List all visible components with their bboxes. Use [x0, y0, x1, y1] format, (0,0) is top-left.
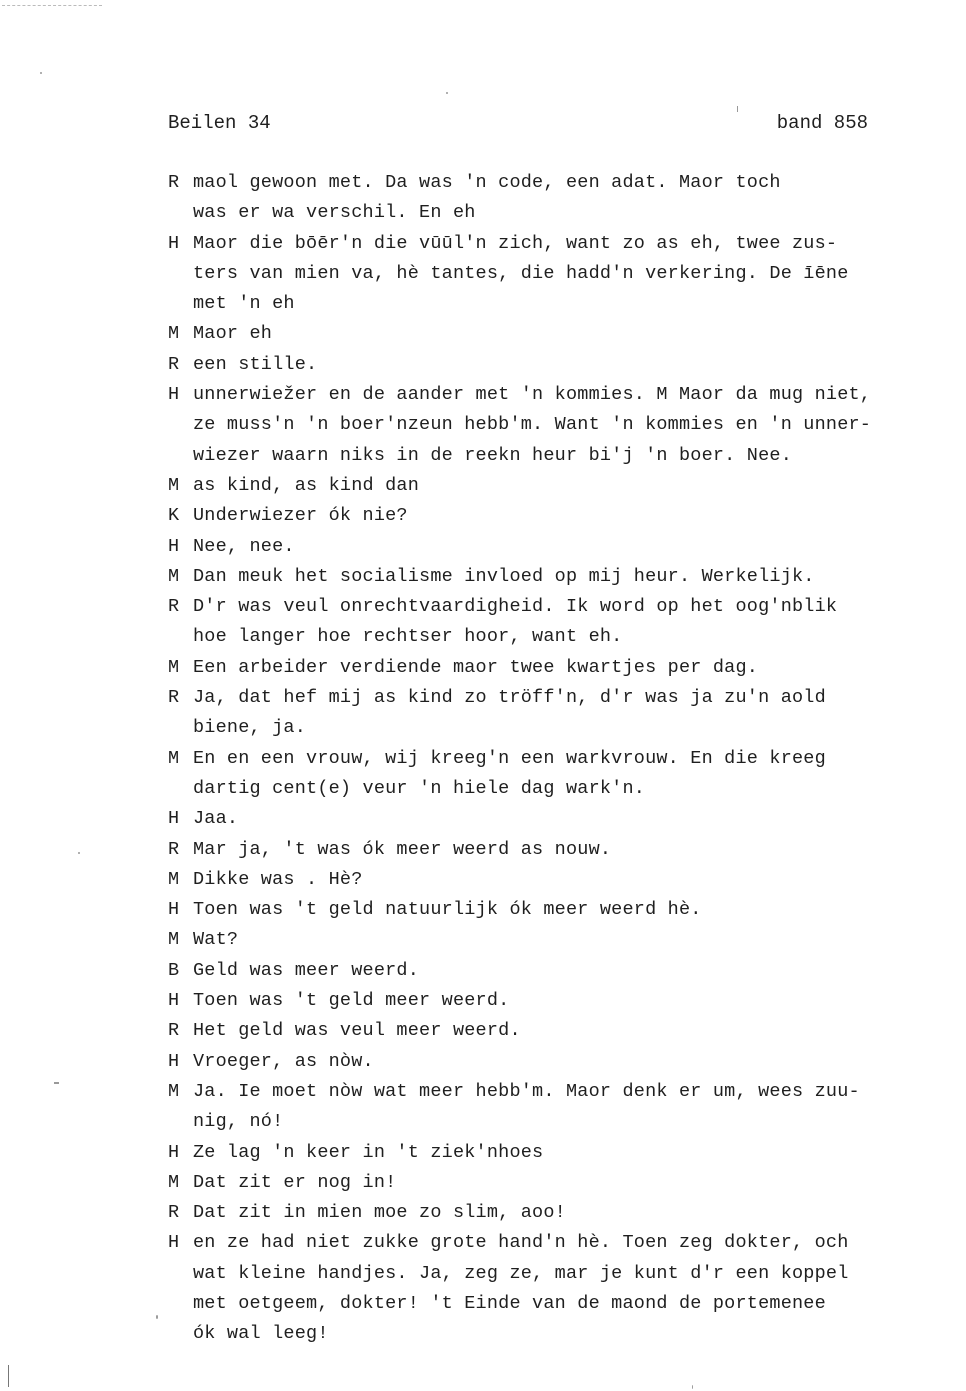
- scan-speck: [692, 1385, 693, 1389]
- header-location: Beilen 34: [168, 112, 271, 134]
- speaker-label: B: [168, 959, 180, 981]
- transcript-turn: [168, 1047, 928, 1077]
- speaker-label: H: [168, 1141, 180, 1163]
- utterance-line: unnerwiežer en de aander met 'n kommies. M Maor da mug niet,: [193, 384, 872, 406]
- utterance-line: met oetgeem, dokter! 't Einde van de maond de portemenee: [193, 1292, 826, 1314]
- speaker-label: H: [168, 1050, 180, 1072]
- utterance-line: Wat?: [193, 929, 239, 951]
- utterance: [193, 956, 928, 986]
- speaker-label: H: [168, 232, 180, 254]
- utterance: [193, 804, 928, 834]
- utterance: [193, 1047, 928, 1077]
- speaker-label: R: [168, 353, 180, 375]
- scan-speck: [78, 852, 80, 854]
- utterance-line: Underwiezer ók nie?: [193, 505, 408, 527]
- scan-speck: [446, 92, 448, 94]
- transcript-turn: [168, 1077, 928, 1138]
- scan-speck: [156, 1315, 158, 1319]
- transcript-turn: [168, 925, 928, 955]
- transcript-turn: [168, 562, 928, 592]
- utterance: [193, 532, 928, 562]
- speaker-label: H: [168, 899, 180, 921]
- transcript-turn: [168, 532, 928, 562]
- utterance-line: maol gewoon met. Da was 'n code, een adat. Maor toch: [193, 172, 781, 193]
- utterance-line: met 'n eh: [193, 293, 295, 315]
- transcript-turn: [168, 744, 928, 805]
- speaker-label: R: [168, 1202, 180, 1224]
- transcript-turn: [168, 865, 928, 895]
- utterance: [193, 1077, 928, 1138]
- speaker-label: H: [168, 1232, 180, 1254]
- utterance-line: Maor eh: [193, 323, 273, 345]
- transcript-turn: [168, 168, 928, 229]
- utterance: [193, 350, 928, 380]
- utterance-line: D'r was veul onrechtvaardigheid. Ik word op het oog'nblik: [193, 596, 838, 618]
- utterance-line: Ja, dat hef mij as kind zo tröff'n, d'r was ja zu'n aold: [193, 687, 826, 709]
- utterance-line: En en een vrouw, wij kreeg'n een warkvrouw. En die kreeg: [193, 747, 826, 769]
- speaker-label: M: [168, 656, 180, 678]
- transcript: [168, 168, 928, 1350]
- speaker-label: M: [168, 474, 180, 496]
- transcript-turn: [168, 804, 928, 834]
- transcript-turn: [168, 1016, 928, 1046]
- speaker-label: R: [168, 596, 180, 618]
- utterance-line: biene, ja.: [193, 717, 307, 739]
- speaker-label: M: [168, 747, 180, 769]
- transcript-turn: [168, 501, 928, 531]
- header-tape-number: band 858: [776, 112, 868, 134]
- utterance-line: Jaa.: [193, 808, 239, 830]
- utterance-line: Nee, nee.: [193, 535, 295, 557]
- transcript-turn: [168, 471, 928, 501]
- utterance-line: Vroeger, as nòw.: [193, 1050, 374, 1072]
- speaker-label: H: [168, 808, 180, 830]
- utterance-line: Dan meuk het socialisme invloed op mij heur. Werkelijk.: [193, 565, 815, 587]
- transcript-turn: [168, 1138, 928, 1168]
- utterance-line: Geld was meer weerd.: [193, 959, 420, 981]
- speaker-label: H: [168, 535, 180, 557]
- utterance: [193, 835, 928, 865]
- speaker-label: M: [168, 1080, 180, 1102]
- utterance-line: Dikke was . Hè?: [193, 868, 363, 890]
- utterance: [193, 471, 928, 501]
- utterance-line: Een arbeider verdiende maor twee kwartjes per dag.: [193, 656, 759, 678]
- speaker-label: R: [168, 1020, 180, 1042]
- utterance-line: ters van mien va, hè tantes, die hadd'n verkering. De īēne: [193, 262, 849, 284]
- utterance-line: en ze had niet zukke grote hand'n hè. Toen zeg dokter, och: [193, 1232, 849, 1254]
- utterance: [193, 592, 928, 653]
- utterance: [193, 744, 928, 805]
- utterance-line: een stille.: [193, 353, 318, 375]
- utterance: [193, 1138, 928, 1168]
- utterance-line: Ja. Ie moet nòw wat meer hebb'm. Maor denk er um, wees zuu-: [193, 1080, 860, 1102]
- transcript-turn: [168, 319, 928, 349]
- utterance-line: as kind, as kind dan: [193, 474, 420, 496]
- utterance: [193, 501, 928, 531]
- utterance-line: was er wa verschil. En eh: [193, 202, 476, 224]
- transcript-turn: [168, 683, 928, 744]
- utterance-line: nig, nó!: [193, 1111, 284, 1133]
- scan-speck: [737, 106, 738, 112]
- utterance: [193, 925, 928, 955]
- utterance-line: Mar ja, 't was ók meer weerd as nouw.: [193, 838, 612, 860]
- utterance-line: dartig cent(e) veur 'n hiele dag wark'n.: [193, 777, 646, 799]
- utterance: [193, 168, 928, 229]
- speaker-label: H: [168, 384, 180, 406]
- utterance: [193, 1016, 928, 1046]
- transcript-turn: [168, 835, 928, 865]
- utterance: [193, 653, 928, 683]
- utterance: [193, 1198, 928, 1228]
- transcript-turn: [168, 986, 928, 1016]
- speaker-label: M: [168, 323, 180, 345]
- speaker-label: M: [168, 1171, 180, 1193]
- utterance-line: Ze lag 'n keer in 't ziek'nhoes: [193, 1141, 544, 1163]
- speaker-label: H: [168, 990, 180, 1012]
- speaker-label: M: [168, 929, 180, 951]
- utterance-line: hoe langer hoe rechtser hoor, want eh.: [193, 626, 623, 648]
- utterance-line: Toen was 't geld natuurlijk ók meer weerd hè.: [193, 899, 702, 921]
- transcript-turn: [168, 1228, 928, 1349]
- utterance-line: Maor die bōēr'n die vūūl'n zich, want zo as eh, twee zus-: [193, 232, 838, 254]
- scan-top-mark: [2, 5, 102, 8]
- scan-speck: [40, 72, 42, 74]
- utterance: [193, 1228, 928, 1349]
- transcript-turn: [168, 229, 928, 320]
- utterance: [193, 865, 928, 895]
- speaker-label: R: [168, 172, 180, 193]
- transcript-turn: [168, 380, 928, 471]
- speaker-label: R: [168, 687, 180, 709]
- utterance: [193, 319, 928, 349]
- transcript-turn: [168, 350, 928, 380]
- scan-edge-mark: [8, 1365, 9, 1387]
- utterance-line: ók wal leeg!: [193, 1323, 329, 1345]
- utterance-line: wiezer waarn niks in de reekn heur bi'j 'n boer. Nee.: [193, 444, 792, 466]
- utterance-line: Toen was 't geld meer weerd.: [193, 990, 510, 1012]
- utterance-line: Dat zit er nog in!: [193, 1171, 397, 1193]
- transcript-turn: [168, 592, 928, 653]
- utterance: [193, 229, 928, 320]
- speaker-label: R: [168, 838, 180, 860]
- transcript-turn: [168, 1168, 928, 1198]
- utterance: [193, 562, 928, 592]
- transcript-turn: [168, 1198, 928, 1228]
- speaker-label: M: [168, 565, 180, 587]
- utterance-line: ze muss'n 'n boer'nzeun hebb'm. Want 'n kommies en 'n unner-: [193, 414, 872, 436]
- scan-speck: [54, 1082, 59, 1084]
- speaker-label: M: [168, 868, 180, 890]
- utterance: [193, 986, 928, 1016]
- utterance: [193, 380, 928, 471]
- transcript-turn: [168, 956, 928, 986]
- utterance-line: Dat zit in mien moe zo slim, aoo!: [193, 1202, 566, 1224]
- utterance-line: Het geld was veul meer weerd.: [193, 1020, 521, 1042]
- transcript-turn: [168, 653, 928, 683]
- page-header: [168, 108, 868, 138]
- transcript-turn: [168, 895, 928, 925]
- utterance: [193, 895, 928, 925]
- utterance: [193, 1168, 928, 1198]
- utterance-line: wat kleine handjes. Ja, zeg ze, mar je kunt d'r een koppel: [193, 1262, 849, 1284]
- speaker-label: K: [168, 505, 180, 527]
- utterance: [193, 683, 928, 744]
